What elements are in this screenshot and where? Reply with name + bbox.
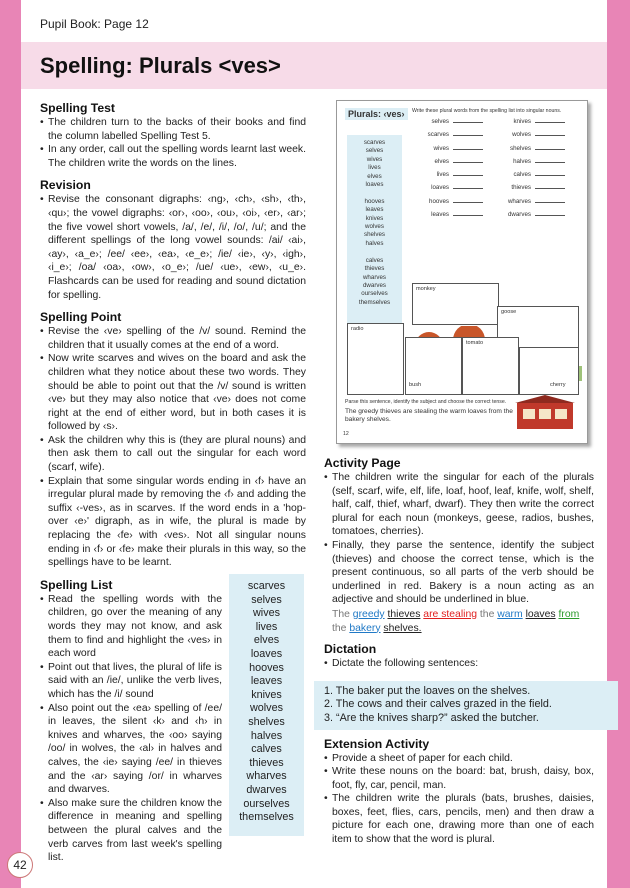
- spelling-word: wharves: [246, 770, 287, 783]
- worksheet-word: thieves: [364, 265, 385, 273]
- picture-label: tomato: [466, 340, 484, 346]
- worksheet-instruction: Write these plural words from the spelling list into singular nouns.: [412, 108, 562, 114]
- worksheet-word: loaves: [365, 181, 384, 189]
- worksheet-word: wolves: [365, 223, 384, 231]
- worksheet-word: selves: [365, 147, 384, 155]
- worksheet-plural: calves: [499, 168, 565, 181]
- sentence-word: The: [332, 608, 350, 620]
- activity-page-thumbnail: [336, 100, 588, 444]
- worksheet-word: scarves: [363, 139, 386, 146]
- list-item: • Explain that some singular words ending in ‹f› have an irregular plural made by removing the ‹f› and adding the suffix ‹-ves›, as in scarves. If the word ends in a 'hop-over ‹e›' digraph, as in wife, the plural is made by replacing the ‹fe› with ‹ves›. Not all singular nouns ending in ‹f› or ‹fe› make their plurals in this way, so the spellings have to be learnt.: [40, 475, 306, 570]
- worksheet-word: lives: [368, 164, 381, 172]
- right-margin-bar: [607, 0, 630, 888]
- spelling-test-section: [40, 100, 306, 170]
- list-item: • Write these nouns on the board: bat, brush, daisy, box, foot, fly, car, pencil, man.: [324, 765, 594, 792]
- section-heading: Spelling Point: [40, 310, 122, 325]
- worksheet-plural: scarves: [417, 128, 483, 141]
- section-heading: Dictation: [324, 642, 377, 657]
- worksheet-plural: wolves: [499, 128, 565, 141]
- worksheet-word: wives: [366, 155, 383, 163]
- worksheet-word: hooves: [364, 197, 385, 205]
- list-item: • In any order, call out the spelling words learnt last week. The children write the words on the lines.: [40, 143, 306, 170]
- worksheet-plural: lives: [417, 168, 483, 181]
- worksheet-word: ourselves: [361, 290, 388, 298]
- picture-box-monkey: [412, 283, 499, 325]
- dictation-sentences-box: [314, 681, 618, 730]
- page-title: Spelling: Plurals <ves>: [40, 53, 281, 78]
- worksheet-word: [347, 248, 402, 256]
- sentence-word: loaves: [525, 608, 556, 620]
- spelling-word: ourselves: [243, 797, 290, 810]
- worksheet-plural: knives: [499, 115, 565, 128]
- worksheet-plural: loaves: [417, 181, 483, 194]
- worksheet-word: elves: [367, 172, 382, 180]
- dictation-sentence: 1. The baker put the loaves on the shelves.: [324, 684, 531, 697]
- page-number: 42: [7, 852, 33, 878]
- spelling-word: thieves: [249, 756, 284, 769]
- picture-label: goose: [501, 309, 517, 315]
- worksheet-word: [347, 189, 402, 197]
- worksheet-word: themselves: [358, 298, 391, 306]
- spelling-word: leaves: [250, 675, 283, 688]
- worksheet-plural: wharves: [499, 195, 565, 208]
- spelling-word: elves: [253, 634, 280, 647]
- worksheet-column-2: [499, 115, 565, 221]
- list-item: • Dictate the following sentences:: [324, 657, 594, 671]
- list-item: • Revise the consonant digraphs: ‹ng›, ‹ch›, ‹sh›, ‹th›, ‹qu›; the vowel digraphs: ‹or›, ‹oo›, ‹ou›, ‹oi›, ‹er›, ‹ar›; the five vowel short vowels, /a/, /e/, /i/, /o/, /u/; and the different spellings of the long vowel sounds: /ai/ ‹ai›, ‹ay›, ‹a_e›; /ee/ ‹ee›, ‹ea›, ‹e_e›; /ie/ ‹ie›, ‹y›, ‹igh›, ‹i_e›; /oa/ ‹oa›, ‹ow›, ‹o_e›; /ue/ ‹ue›, ‹ew›, ‹u_e›. Flashcards can be used for reading and sound dictation for spelling.: [40, 193, 306, 302]
- worksheet-plural: halves: [499, 155, 565, 168]
- sentence-word: bakery: [349, 622, 381, 634]
- worksheet-sentence: The greedy thieves are stealing the warm loaves from the bakery shelves.: [345, 408, 513, 423]
- list-item: • Now write scarves and wives on the board and ask the children what they notice about these two words. They should be able to point out that the /v/ sound is written ‹ve› but they may also notice that ‹ve› does not come right at the end of either word, but in both cases it is followed by ‹s›.: [40, 352, 306, 434]
- spelling-word: lives: [255, 620, 278, 633]
- worksheet-page-number: 12: [343, 431, 349, 437]
- list-item: • Finally, they parse the sentence, identify the subject (thieves) and choose the correct tense, which is the present continuous, so all parts of the verb should be underlined in red. Bakery is a noun acting as an adjective and should be underlined in blue.: [324, 539, 594, 607]
- sentence-word: the: [479, 608, 495, 620]
- worksheet-word: shelves: [364, 231, 385, 239]
- worksheet-word: knives: [365, 214, 384, 222]
- spelling-word: halves: [250, 729, 283, 742]
- picture-box-radio: [347, 323, 404, 395]
- worksheet-plural: thieves: [499, 181, 565, 194]
- list-item: • Also point out the ‹ea› spelling of /ee/ in leaves, the silent ‹k› and ‹h› in knives and wharves, the ‹oo› saying /oo/ in wolves, the ‹al› in halves and calves, the ‹ie› saying /ee/ in thieves and the ‹ar› saying /or/ in wharves and dwarves.: [40, 702, 222, 797]
- bullet-list: [324, 657, 594, 671]
- right-column: [324, 455, 594, 854]
- worksheet-plural: selves: [417, 115, 483, 128]
- revision-section: [40, 177, 306, 302]
- sentence-word: shelves.: [383, 622, 422, 634]
- list-item: • Provide a sheet of paper for each child.: [324, 752, 594, 766]
- worksheet-plural: shelves: [499, 142, 565, 155]
- picture-label: radio: [351, 326, 364, 332]
- list-item: • The children write the plurals (bats, brushes, daisies, boxes, feet, flies, cars, pencils, men) and then draw a picture for each one, drawing more than one of each item to show that the word is plural.: [324, 792, 594, 846]
- worksheet-plural: elves: [417, 155, 483, 168]
- bullet-list: [40, 593, 222, 865]
- section-heading: Spelling Test: [40, 101, 115, 115]
- page-header: Pupil Book: Page 12: [40, 17, 149, 31]
- worksheet-column-1: [417, 115, 483, 221]
- list-item: • The children turn to the backs of their books and find the column labelled Spelling Test 5.: [40, 116, 306, 143]
- sentence-word: are stealing: [423, 608, 478, 620]
- worksheet-word: halves: [365, 239, 384, 247]
- sentence-word: from: [558, 608, 580, 620]
- list-item: • Revise the ‹ve› spelling of the /v/ sound. Remind the children that it usually comes at the end of a word.: [40, 325, 306, 352]
- left-margin-bar: [0, 0, 21, 888]
- picture-label: cherry: [550, 382, 566, 388]
- sentence-word: the: [332, 622, 347, 634]
- sentence-word: warm: [497, 608, 523, 620]
- worksheet-plural: leaves: [417, 208, 483, 221]
- spelling-word: wives: [253, 607, 280, 620]
- bullet-list: [40, 325, 306, 570]
- worksheet-word: wharves: [362, 273, 387, 281]
- spelling-word: dwarves: [246, 783, 287, 796]
- parsed-sentence: [324, 608, 594, 635]
- activity-page-section: [324, 455, 594, 635]
- spelling-point-section: [40, 309, 306, 570]
- spelling-word: loaves: [250, 647, 283, 660]
- spelling-word: themselves: [239, 811, 294, 824]
- section-heading: Spelling List: [40, 577, 113, 592]
- picture-label: monkey: [416, 286, 436, 292]
- dictation-section: [324, 641, 594, 729]
- picture-box-tomato: [462, 337, 519, 395]
- list-item: • Point out that lives, the plural of life is said with an /ie/, unlike the verb lives, which has the /i/ sound: [40, 661, 222, 702]
- list-item: • Also make sure the children know the difference in meaning and spelling between the plural calves and the verb carves from last week's spelling list.: [40, 797, 222, 865]
- worksheet-title: Plurals: ‹ves›: [345, 108, 408, 120]
- bakery-illustration: [515, 395, 575, 429]
- picture-box-bush: [405, 337, 462, 395]
- bullet-list: [324, 752, 594, 847]
- spelling-word: wolves: [249, 702, 283, 715]
- list-item: • Ask the children why this is (they are plural nouns) and then ask them to call out the singular for each word (scarf, wife).: [40, 434, 306, 475]
- spelling-word: calves: [251, 743, 282, 756]
- worksheet-word: dwarves: [362, 281, 387, 289]
- list-item: • The children write the singular for each of the plurals (self, scarf, wife, elf, life, loaf, hoof, leaf, knife, wolf, shelf, half, calf, thief, wharf, dwarf). They then write the correct plural for each noun (monkeys, geese, radios, bushes, tomatoes, cherries).: [324, 471, 594, 539]
- spelling-word: knives: [251, 688, 282, 701]
- worksheet-plural: dwarves: [499, 208, 565, 221]
- sentence-word: thieves: [387, 608, 421, 620]
- section-heading: Activity Page: [324, 456, 401, 470]
- worksheet-sentence-instruction: Parse this sentence, identify the subject and choose the correct tense.: [345, 399, 507, 405]
- dictation-sentence: 2. The cows and their calves grazed in the field.: [324, 698, 552, 711]
- section-heading: Revision: [40, 178, 91, 193]
- sentence-word: greedy: [352, 608, 385, 620]
- worksheet-word: calves: [365, 256, 384, 264]
- section-heading: Extension Activity: [324, 736, 430, 751]
- dictation-sentence: 3. “Are the knives sharp?” asked the butcher.: [324, 711, 539, 724]
- spelling-word: shelves: [248, 715, 285, 728]
- worksheet-word: leaves: [365, 206, 384, 214]
- bullet-list: [324, 471, 594, 607]
- list-item: • Read the spelling words with the children, go over the meaning of any words they may not know, and ask them to find and highlight the ‹ves› in each word: [40, 593, 222, 661]
- extension-section: [324, 736, 594, 847]
- picture-box-cherry: [519, 347, 579, 395]
- bullet-list: [40, 193, 306, 302]
- spelling-word: selves: [251, 593, 282, 606]
- worksheet-plural: hooves: [417, 195, 483, 208]
- spelling-word: scarves: [247, 580, 286, 592]
- spelling-words-box: [229, 574, 304, 836]
- worksheet-plural: wives: [417, 142, 483, 155]
- picture-label: bush: [409, 382, 422, 388]
- spelling-word: hooves: [249, 661, 284, 674]
- bullet-list: [40, 116, 306, 170]
